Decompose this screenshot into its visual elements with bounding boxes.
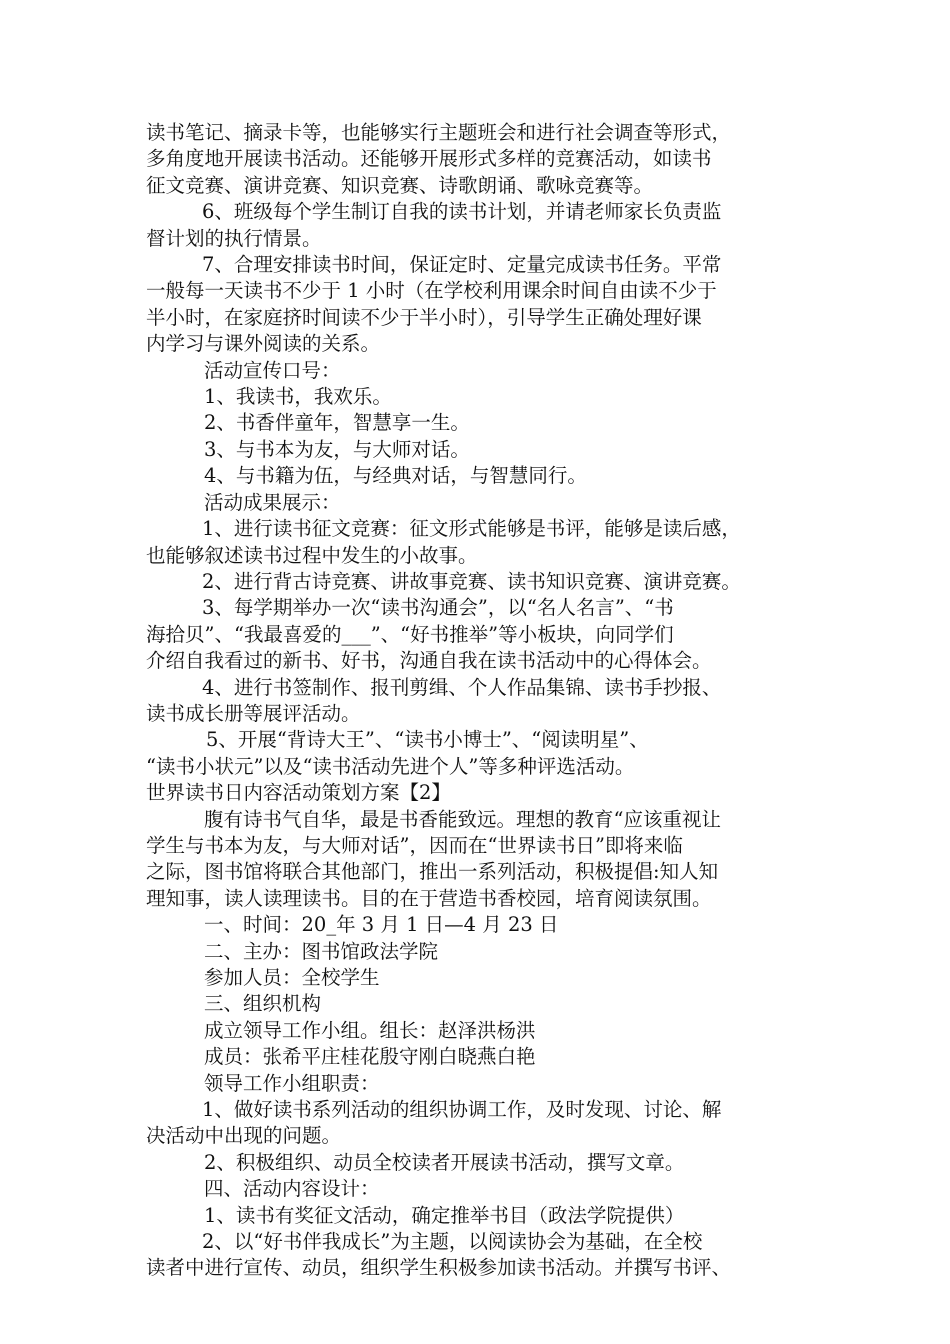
- text-line: 参加人员：全校学生: [204, 966, 380, 989]
- text-line: 1、读书有奖征文活动，确定推举书目（政法学院提供）: [204, 1203, 685, 1227]
- text-line: 1、进行读书征文竞赛：征文形式能够是书评，能够是读后感，: [202, 517, 741, 541]
- text-line: 活动成果展示：: [204, 490, 341, 514]
- text-line: 4、与书籍为伍，与经典对话，与智慧同行。: [204, 464, 587, 488]
- text-line: 决活动中出现的问题。: [146, 1124, 342, 1148]
- text-line: 二、主办：图书馆政法学院: [204, 939, 439, 963]
- text-line: 读书成长册等展评活动。: [146, 701, 361, 725]
- text-line: 成立领导工作小组。组长：赵泽洪杨洪: [204, 1018, 536, 1042]
- text-line: 督计划的执行情景。: [146, 226, 322, 250]
- text-line: 2、进行背古诗竞赛、讲故事竞赛、读书知识竞赛、演讲竞赛。: [202, 569, 741, 593]
- text-line: 海拾贝”、“我最喜爱的___”、“好书推举”等小板块，向同学们: [146, 622, 674, 646]
- text-line: 也能够叙述读书过程中发生的小故事。: [146, 543, 478, 567]
- text-line: 3、与书本为友，与大师对话。: [204, 437, 470, 461]
- text-line: 理知事，读人读理读书。目的在于营造书香校园，培育阅读氛围。: [146, 886, 712, 910]
- text-line: 读书笔记、摘录卡等，也能够实行主题班会和进行社会调查等形式，: [146, 121, 732, 144]
- text-line: 世界读书日内容活动策划方案【2】: [146, 781, 451, 805]
- text-line: 4、进行书签制作、报刊剪缉、个人作品集锦、读书手抄报、: [202, 675, 722, 699]
- text-line: “读书小状元”以及“读书活动先进个人”等多种评选活动。: [146, 754, 635, 778]
- text-line: 1、做好读书系列活动的组织协调工作，及时发现、讨论、解: [202, 1098, 722, 1122]
- text-line: 6、班级每个学生制订自我的读书计划，并请老师家长负责监: [202, 200, 722, 224]
- text-line: 征文竞赛、演讲竞赛、知识竞赛、诗歌朗诵、歌咏竞赛等。: [146, 173, 654, 197]
- text-line: 2、以“好书伴我成长”为主题，以阅读协会为基础，在全校: [202, 1230, 703, 1254]
- text-line: 领导工作小组职责：: [204, 1071, 380, 1095]
- text-line: 之际，图书馆将联合其他部门，推出一系列活动，积极提倡:知人知: [146, 860, 719, 884]
- text-line: 多角度地开展读书活动。还能够开展形式多样的竞赛活动，如读书: [146, 147, 712, 171]
- text-line: 2、积极组织、动员全校读者开展读书活动，撰写文章。: [204, 1150, 685, 1174]
- text-line: 腹有诗书气自华，最是书香能致远。理想的教育“应该重视让: [204, 807, 721, 831]
- text-line: 1、我读书，我欢乐。: [204, 385, 392, 409]
- text-line: 成员：张希平庄桂花殷守刚白晓燕白艳: [204, 1045, 536, 1069]
- text-line: 四、活动内容设计：: [204, 1177, 380, 1201]
- text-line: 介绍自我看过的新书、好书，沟通自我在读书活动中的心得体会。: [146, 649, 712, 673]
- text-line: 学生与书本为友，与大师对话”，因而在“世界读书日”即将来临: [146, 833, 683, 857]
- text-line: 三、组织机构: [204, 992, 322, 1016]
- text-line: 一般每一天读书不少于 1 小时（在学校利用课余时间自由读不少于: [146, 279, 717, 303]
- document-body: [146, 120, 826, 1282]
- text-line: 一、时间：20_年 3 月 1 日—4 月 23 日: [204, 913, 559, 937]
- text-line: 内学习与课外阅读的关系。: [146, 332, 381, 356]
- text-line: 7、合理安排读书时间，保证定时、定量完成读书任务。平常: [202, 253, 722, 277]
- text-line: 活动宣传口号：: [204, 358, 341, 382]
- text-line: 5、开展“背诗大王”、“读书小博士”、“阅读明星”、: [206, 728, 649, 752]
- text-line: 3、每学期举办一次“读书沟通会”，以“名人名言”、“书: [202, 596, 674, 620]
- text-line: 半小时，在家庭挤时间读不少于半小时），引导学生正确处理好课: [146, 305, 702, 329]
- text-line: 读者中进行宣传、动员，组织学生积极参加读书活动。并撰写书评、: [146, 1256, 732, 1280]
- text-line: 2、书香伴童年，智慧享一生。: [204, 411, 470, 435]
